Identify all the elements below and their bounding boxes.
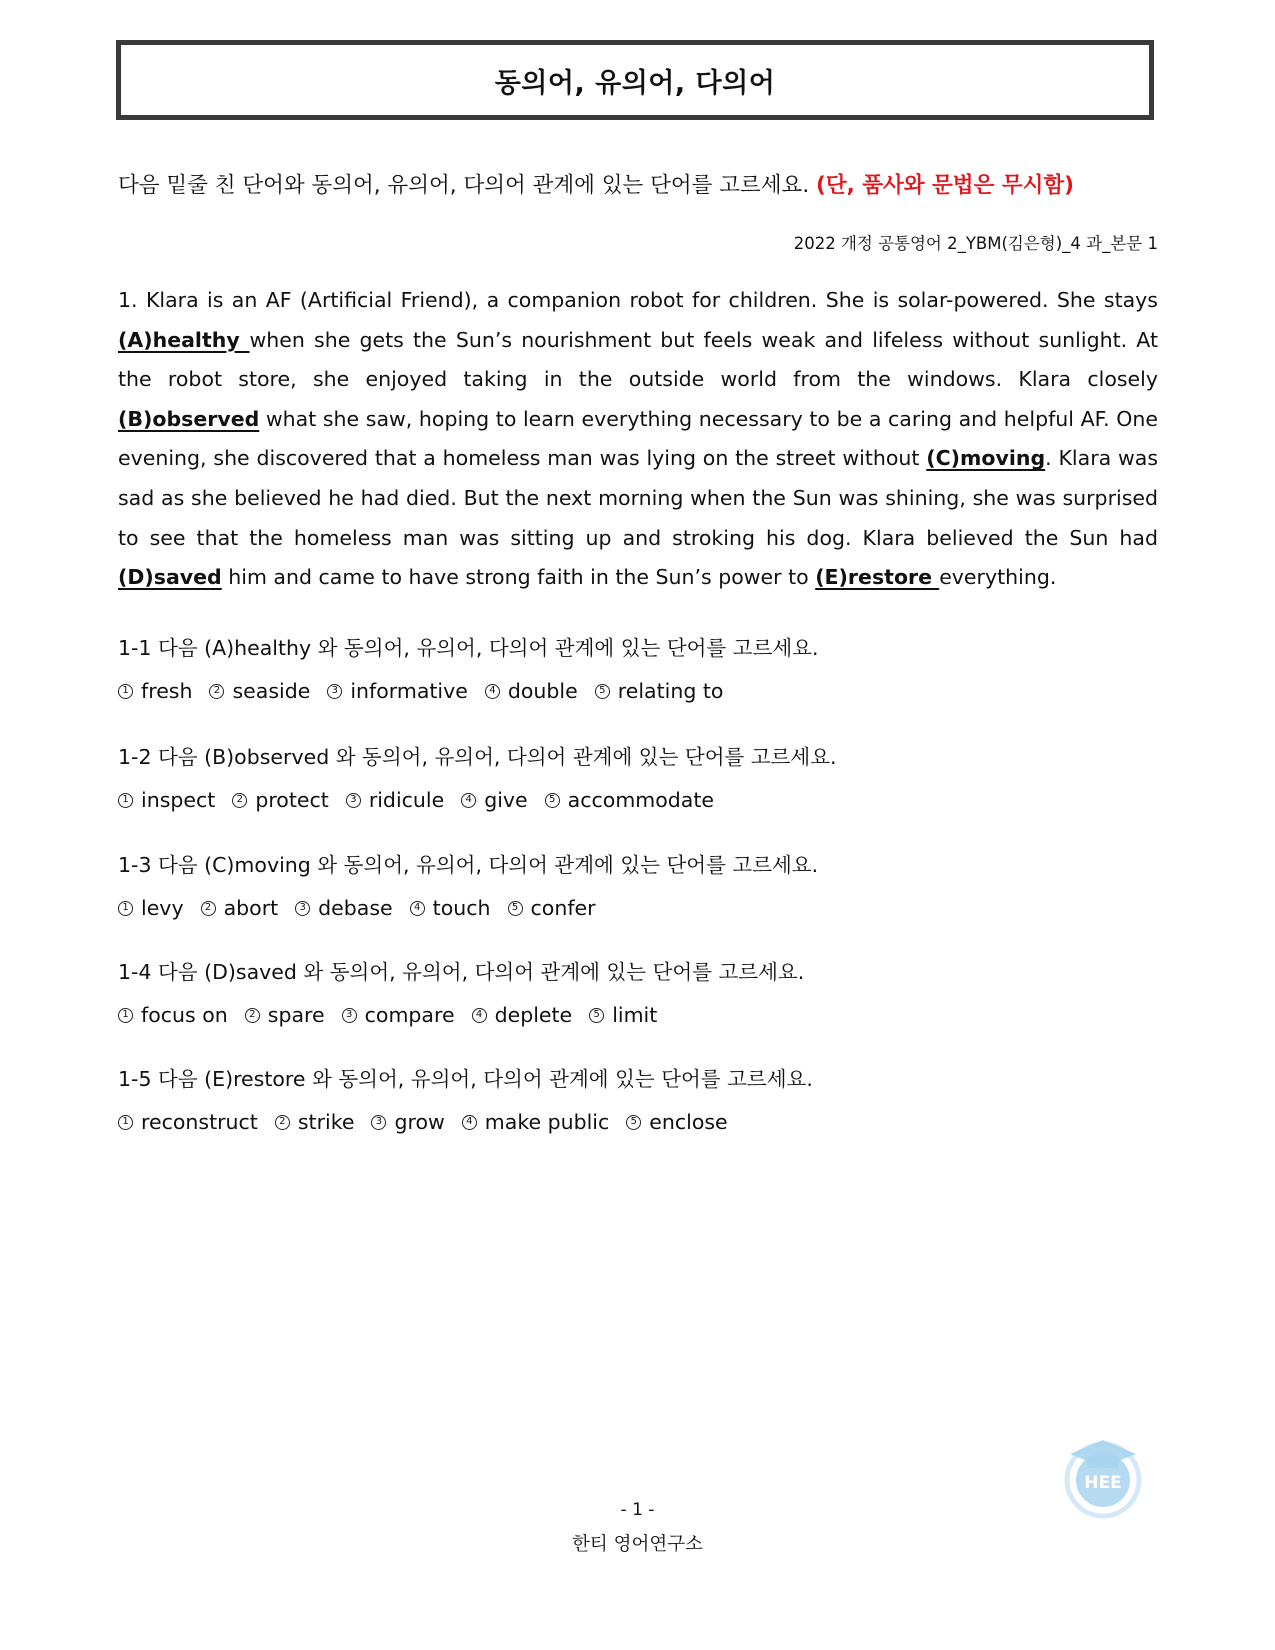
circled-number: 2	[201, 901, 216, 916]
passage-text-5: him and came to have strong faith in the Sun’s power to	[221, 565, 816, 590]
option-text: seaside	[232, 679, 311, 703]
circled-number: 5	[545, 793, 560, 808]
circled-number: 2	[275, 1115, 290, 1130]
organization-name: 한티 영어연구소	[572, 1534, 703, 1555]
option-3[interactable]	[346, 788, 444, 812]
source-label: 2022 개정 공통영어 2_YBM(김은형)_4 과_본문 1	[793, 234, 1158, 253]
reading-passage	[118, 281, 1158, 598]
answer-options	[118, 1000, 1158, 1030]
option-5[interactable]	[595, 679, 724, 703]
logo-text: HEE	[1084, 1473, 1122, 1493]
question-text: 1-4 다음 (D)saved 와 동의어, 유의어, 다의어 관계에 있는 단어를 고르세요.	[118, 960, 805, 984]
option-text: grow	[394, 1110, 445, 1134]
instruction-text: 다음 밑줄 친 단어와 동의어, 유의어, 다의어 관계에 있는 단어를 고르세요.	[118, 173, 810, 198]
option-text: touch	[432, 896, 491, 920]
option-text: compare	[364, 1003, 455, 1027]
passage-text-1: 1. Klara is an AF (Artificial Friend), a companion robot for children. She is solar-powered. She stays	[118, 288, 1158, 312]
option-4[interactable]	[410, 896, 491, 920]
option-text: levy	[141, 896, 184, 920]
option-text: inspect	[141, 788, 216, 812]
page-title: 동의어, 유의어, 다의어	[494, 67, 776, 99]
circled-number: 4	[461, 793, 476, 808]
option-text: make public	[484, 1110, 610, 1134]
circled-number: 4	[485, 684, 500, 699]
option-2[interactable]	[275, 1110, 355, 1134]
option-2[interactable]	[232, 788, 329, 812]
option-2[interactable]	[201, 896, 279, 920]
question-1-2	[118, 742, 1158, 815]
passage-text-6: everything.	[939, 565, 1057, 590]
circled-number: 4	[410, 901, 425, 916]
underlined-word-a: (A)healthy	[118, 327, 250, 352]
question-text: 1-1 다음 (A)healthy 와 동의어, 유의어, 다의어 관계에 있는 단어를 고르세요.	[118, 636, 819, 660]
option-2[interactable]	[245, 1003, 325, 1027]
option-text: protect	[255, 788, 329, 812]
question-text: 1-5 다음 (E)restore 와 동의어, 유의어, 다의어 관계에 있는 단어를 고르세요.	[118, 1067, 813, 1091]
option-1[interactable]	[118, 896, 184, 920]
option-3[interactable]	[371, 1110, 444, 1134]
circled-number: 3	[371, 1115, 386, 1130]
option-text: spare	[267, 1003, 325, 1027]
option-4[interactable]	[462, 1110, 609, 1134]
option-text: fresh	[141, 679, 193, 703]
option-1[interactable]	[118, 788, 215, 812]
option-text: limit	[612, 1003, 658, 1027]
option-text: accommodate	[567, 788, 715, 812]
option-5[interactable]	[589, 1003, 657, 1027]
option-5[interactable]	[508, 896, 596, 920]
instruction	[118, 168, 1158, 199]
option-text: focus on	[141, 1003, 228, 1027]
option-text: informative	[350, 679, 468, 703]
circled-number: 4	[472, 1008, 487, 1023]
underlined-word-d: (D)saved	[118, 565, 222, 590]
circled-number: 1	[118, 684, 133, 699]
option-text: confer	[530, 896, 596, 920]
circled-number: 1	[118, 793, 133, 808]
option-3[interactable]	[295, 896, 393, 920]
option-2[interactable]	[209, 679, 310, 703]
question-text: 1-3 다음 (C)moving 와 동의어, 유의어, 다의어 관계에 있는 단어를 고르세요.	[118, 853, 819, 877]
page-number: - 1 -	[620, 1500, 655, 1520]
instruction-note: (단, 품사와 문법은 무시함)	[816, 173, 1074, 198]
answer-options	[118, 785, 1158, 815]
option-5[interactable]	[545, 788, 714, 812]
circled-number: 1	[118, 1008, 133, 1023]
circled-number: 4	[462, 1115, 477, 1130]
circled-number: 3	[346, 793, 361, 808]
option-3[interactable]	[342, 1003, 455, 1027]
question-1-4	[118, 957, 1158, 1030]
option-5[interactable]	[626, 1110, 727, 1134]
circled-number: 5	[626, 1115, 641, 1130]
circled-number: 2	[232, 793, 247, 808]
circled-number: 3	[342, 1008, 357, 1023]
option-text: ridicule	[368, 788, 445, 812]
option-4[interactable]	[461, 788, 527, 812]
answer-options	[118, 676, 1158, 706]
circled-number: 5	[589, 1008, 604, 1023]
option-3[interactable]	[327, 679, 468, 703]
option-text: reconstruct	[141, 1110, 258, 1134]
option-1[interactable]	[118, 1003, 228, 1027]
question-text: 1-2 다음 (B)observed 와 동의어, 유의어, 다의어 관계에 있는 단어를 고르세요.	[118, 745, 837, 769]
circled-number: 2	[245, 1008, 260, 1023]
question-1-1	[118, 633, 1158, 706]
circled-number: 5	[508, 901, 523, 916]
option-text: double	[507, 679, 578, 703]
answer-options	[118, 893, 1158, 923]
question-1-5	[118, 1064, 1158, 1137]
option-text: enclose	[649, 1110, 728, 1134]
circled-number: 1	[118, 1115, 133, 1130]
option-text: debase	[318, 896, 393, 920]
option-text: deplete	[494, 1003, 573, 1027]
underlined-word-c: (C)moving	[926, 446, 1046, 471]
option-1[interactable]	[118, 1110, 258, 1134]
option-4[interactable]	[485, 679, 578, 703]
underlined-word-b: (B)observed	[118, 406, 260, 431]
option-text: strike	[297, 1110, 355, 1134]
option-text: give	[484, 788, 528, 812]
passage-text-4: . Klara was sad as she believed he had died. But the next morning when the Sun was shining, she was surprised to see that the homeless man was sitting up and stroking his dog. Klara believed the Sun had	[118, 446, 1159, 550]
passage-text-2: when she gets the Sun’s nourishment but feels weak and lifeless without sunlight. At the robot store, she enjoyed taking in the outside world from the windows. Klara closely	[118, 327, 1158, 392]
option-1[interactable]	[118, 679, 192, 703]
question-1-3	[118, 850, 1158, 923]
option-4[interactable]	[472, 1003, 573, 1027]
underlined-word-e: (E)restore	[815, 565, 940, 590]
circled-number: 3	[295, 901, 310, 916]
option-text: abort	[223, 896, 279, 920]
title-box	[116, 40, 1154, 120]
answer-options	[118, 1107, 1158, 1137]
circled-number: 2	[209, 684, 224, 699]
circled-number: 5	[595, 684, 610, 699]
passage-text-3: what she saw, hoping to learn everything necessary to be a caring and helpful AF. One evening, she discovered that a homeless man was lying on the street without	[118, 406, 1158, 471]
option-text: relating to	[617, 679, 724, 703]
circled-number: 1	[118, 901, 133, 916]
circled-number: 3	[327, 684, 342, 699]
